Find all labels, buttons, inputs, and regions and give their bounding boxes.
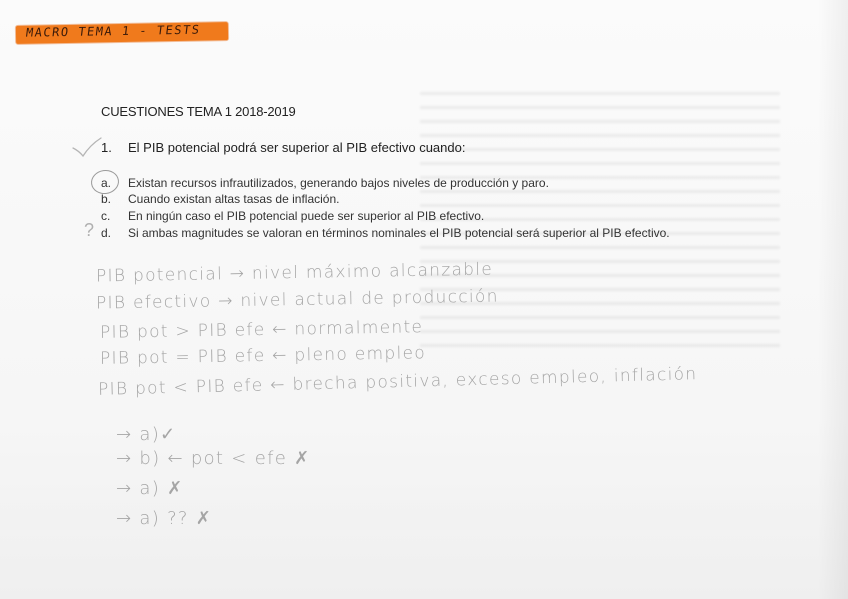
- check-mark-icon: [70, 136, 104, 162]
- handwritten-note-2: PIB efectivo → nivel actual de producción: [95, 286, 499, 314]
- handwritten-note-4: PIB pot = PIB efe ← pleno empleo: [99, 343, 427, 369]
- option-letter-a: a.: [101, 176, 112, 190]
- page-edge-shadow: [818, 0, 848, 599]
- option-text-b: Cuando existan altas tasas de inflación.: [128, 192, 340, 206]
- option-text-a: Existan recursos infrautilizados, generando bajos niveles de producción y paro.: [128, 176, 549, 190]
- option-text-d: Si ambas magnitudes se valoran en términos nominales el PIB potencial será superior al PIB efectivo.: [128, 226, 670, 240]
- option-text-c: En ningún caso el PIB potencial puede ser superior al PIB efectivo.: [128, 209, 485, 223]
- tag-label: MACRO TEMA 1 - TESTS: [25, 22, 202, 40]
- highlighted-title-tag: [16, 22, 228, 44]
- page-title: CUESTIONES TEMA 1 2018-2019: [101, 104, 296, 119]
- question-mark-annotation: ?: [84, 220, 95, 240]
- handwritten-note-5: PIB pot < PIB efe ← brecha positiva, exceso empleo, inflación: [97, 364, 698, 400]
- option-letter-c: c.: [101, 209, 111, 223]
- option-letter-d: d.: [101, 226, 112, 240]
- handwritten-note-3: PIB pot > PIB efe ← normalmente: [99, 317, 424, 343]
- question-text: El PIB potencial podrá ser superior al PIB efectivo cuando:: [128, 140, 466, 155]
- handwritten-answer-2: → b) ← pot < efe ✗: [116, 448, 311, 469]
- option-letter-b: b.: [101, 192, 112, 206]
- question-number: 1.: [101, 140, 112, 155]
- handwritten-note-1: PIB potencial → nivel máximo alcanzable: [95, 259, 494, 287]
- handwritten-answer-4: → a) ?? ✗: [116, 508, 213, 529]
- handwritten-answer-1: → a)✓: [116, 424, 177, 445]
- handwritten-answer-3: → a) ✗: [116, 478, 184, 499]
